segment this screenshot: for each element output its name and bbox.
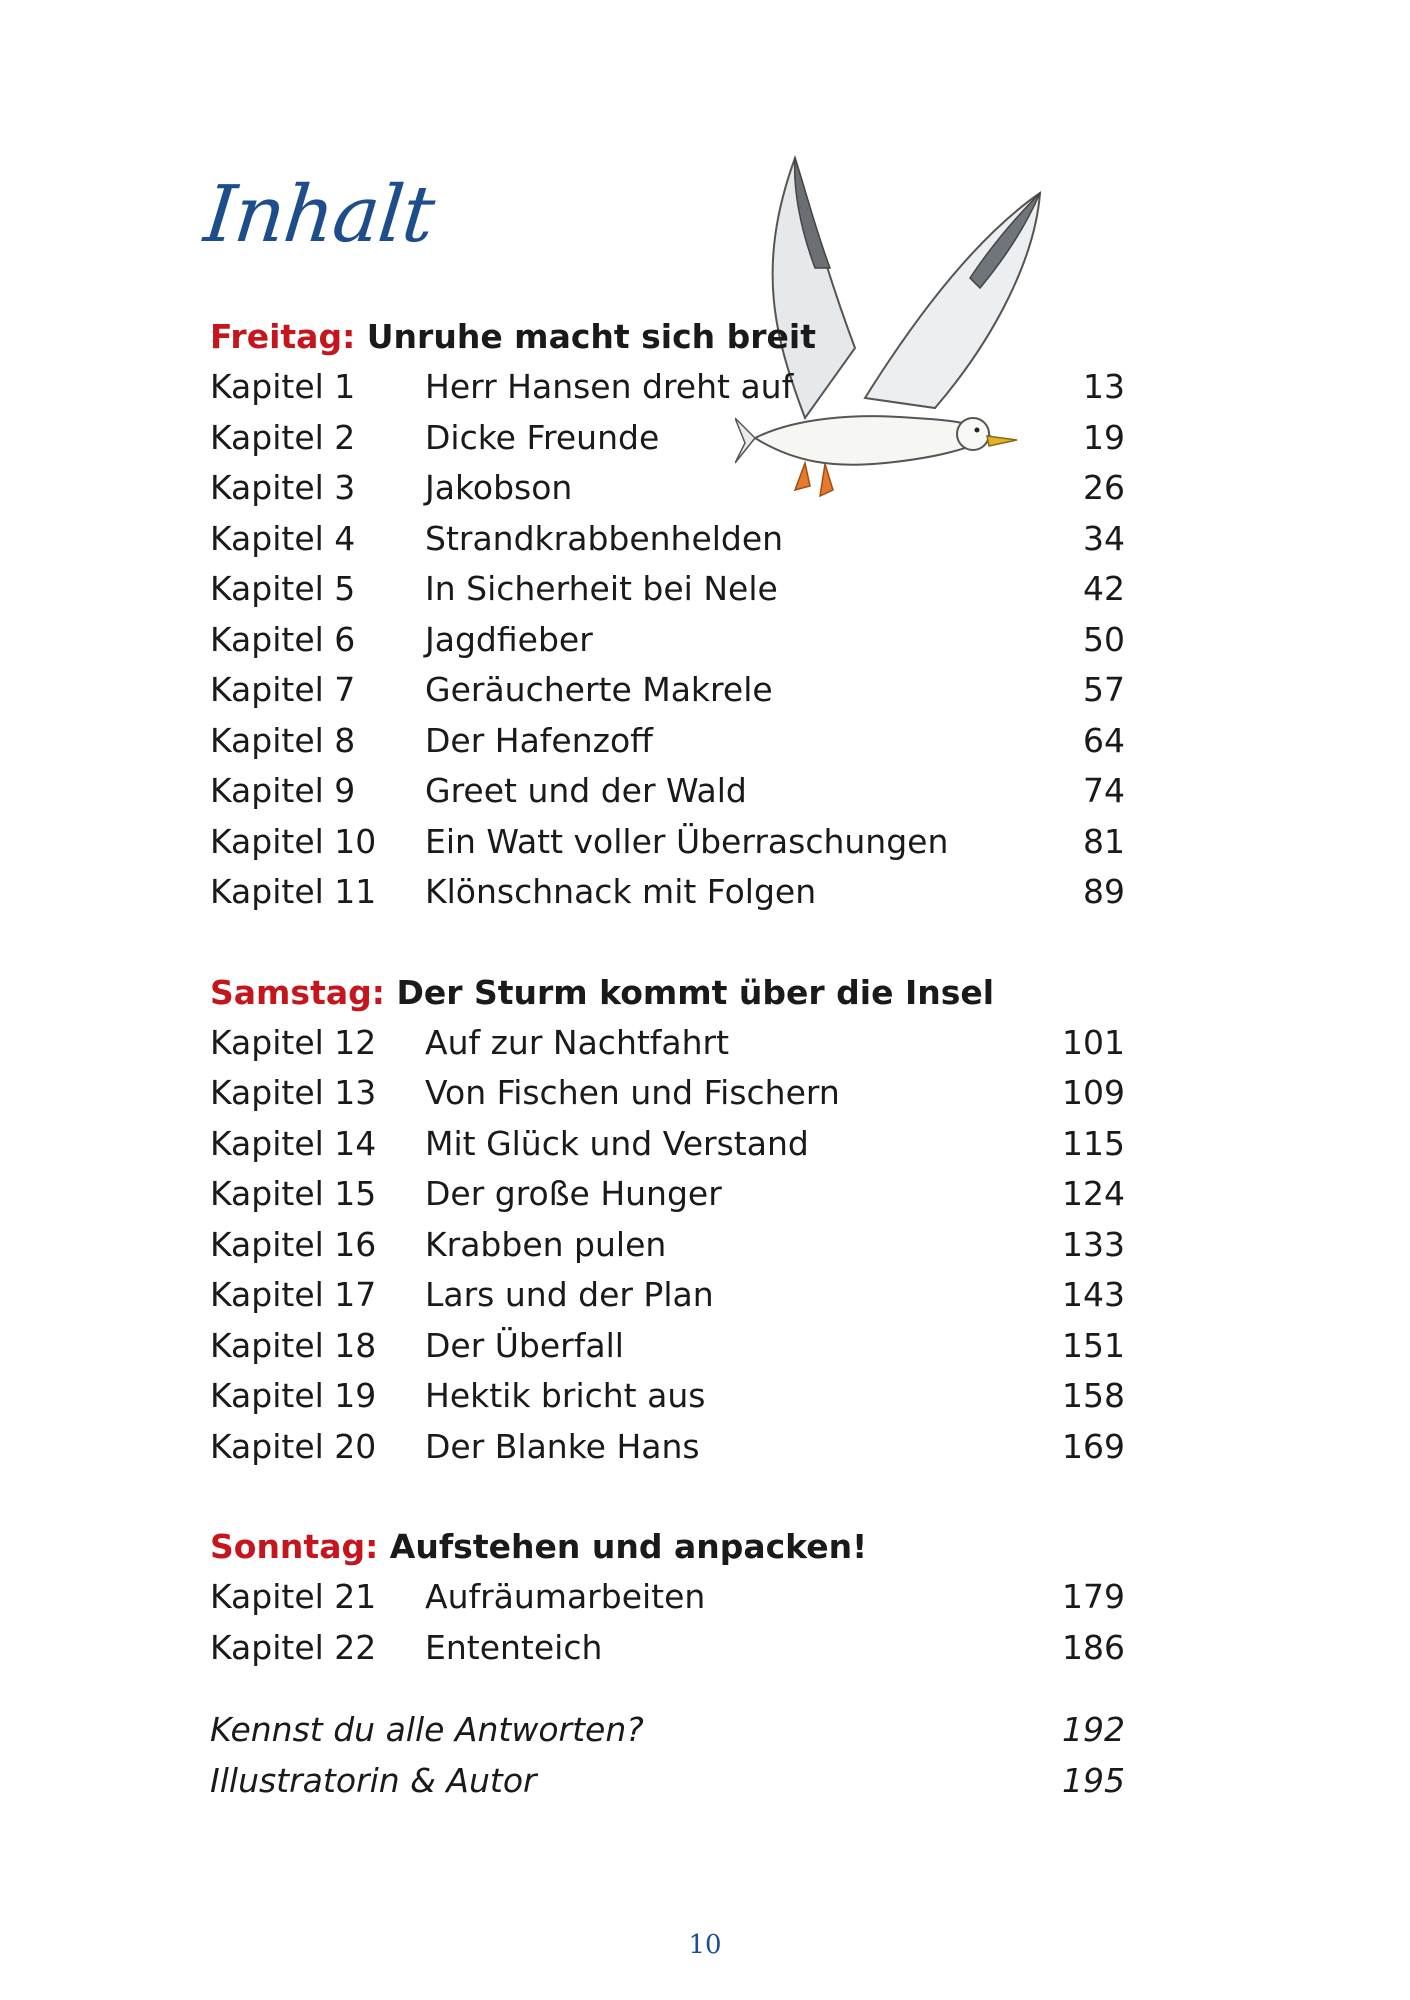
chapter-row bbox=[210, 665, 1125, 716]
chapter-page: 143 bbox=[1062, 1275, 1125, 1314]
chapter-page: 74 bbox=[1083, 771, 1125, 810]
chapter-row bbox=[210, 766, 1125, 817]
section-title: Der Sturm kommt über die Insel bbox=[396, 972, 995, 1012]
chapter-label: Kapitel 10 bbox=[210, 821, 377, 861]
chapter-row bbox=[210, 716, 1125, 767]
appendix-row bbox=[210, 1705, 1125, 1756]
chapter-page: 109 bbox=[1062, 1073, 1125, 1112]
appendix-name: Illustratorin & Autor bbox=[210, 1760, 537, 1800]
chapter-label: Kapitel 14 bbox=[210, 1123, 377, 1163]
chapter-row bbox=[210, 1321, 1125, 1372]
chapter-page: 124 bbox=[1062, 1174, 1125, 1213]
chapter-title: Der Hafenzoff bbox=[425, 720, 653, 760]
chapter-label: Kapitel 19 bbox=[210, 1376, 377, 1415]
chapter-page: 64 bbox=[1083, 720, 1125, 760]
section-day: Sonntag: bbox=[210, 1527, 379, 1566]
chapter-row bbox=[210, 463, 1125, 514]
chapter-title: In Sicherheit bei Nele bbox=[425, 569, 778, 608]
chapter-label: Kapitel 8 bbox=[210, 720, 356, 760]
section-heading bbox=[210, 968, 1125, 1018]
table-of-contents bbox=[210, 312, 1125, 1806]
chapter-page: 101 bbox=[1062, 1022, 1125, 1062]
chapter-page: 151 bbox=[1062, 1325, 1125, 1365]
chapter-page: 19 bbox=[1083, 417, 1125, 457]
chapter-title: Ententeich bbox=[425, 1627, 603, 1667]
section-heading bbox=[210, 1522, 1125, 1572]
chapter-row bbox=[210, 413, 1125, 464]
chapter-title: Ein Watt voller Überraschungen bbox=[425, 821, 949, 861]
chapter-title: Der Überfall bbox=[425, 1325, 624, 1365]
chapter-row bbox=[210, 615, 1125, 666]
chapter-page: 50 bbox=[1083, 619, 1125, 659]
chapter-label: Kapitel 15 bbox=[210, 1174, 377, 1213]
chapter-title: Greet und der Wald bbox=[425, 771, 747, 810]
chapter-label: Kapitel 13 bbox=[210, 1073, 377, 1112]
chapter-page: 89 bbox=[1083, 872, 1125, 911]
appendix-row bbox=[210, 1756, 1125, 1807]
chapter-label: Kapitel 16 bbox=[210, 1224, 377, 1264]
chapter-label: Kapitel 1 bbox=[210, 367, 356, 406]
chapter-label: Kapitel 9 bbox=[210, 771, 356, 810]
chapter-page: 169 bbox=[1062, 1426, 1125, 1466]
chapter-page: 158 bbox=[1062, 1376, 1125, 1415]
chapter-row bbox=[210, 1018, 1125, 1069]
chapter-title: Lars und der Plan bbox=[425, 1275, 714, 1314]
chapter-page: 57 bbox=[1083, 670, 1125, 709]
chapter-label: Kapitel 20 bbox=[210, 1426, 377, 1466]
section-freitag bbox=[210, 312, 1125, 918]
chapter-label: Kapitel 17 bbox=[210, 1275, 377, 1314]
section-title: Unruhe macht sich breit bbox=[366, 317, 817, 356]
chapter-row bbox=[210, 1068, 1125, 1119]
chapter-row bbox=[210, 867, 1125, 918]
chapter-label: Kapitel 18 bbox=[210, 1325, 377, 1365]
chapter-title: Mit Glück und Verstand bbox=[425, 1123, 809, 1163]
chapter-label: Kapitel 12 bbox=[210, 1022, 377, 1062]
chapter-title: Jakobson bbox=[425, 468, 573, 507]
chapter-label: Kapitel 3 bbox=[210, 468, 356, 507]
chapter-title: Von Fischen und Fischern bbox=[425, 1073, 840, 1112]
chapter-page: 13 bbox=[1083, 367, 1125, 406]
chapter-row bbox=[210, 1169, 1125, 1220]
chapter-title: Jagdfieber bbox=[425, 619, 593, 659]
chapter-row bbox=[210, 1270, 1125, 1321]
chapter-title: Auf zur Nachtfahrt bbox=[425, 1022, 730, 1062]
section-day: Samstag: bbox=[210, 972, 385, 1012]
chapter-label: Kapitel 21 bbox=[210, 1577, 377, 1616]
chapter-label: Kapitel 11 bbox=[210, 872, 377, 911]
chapter-row bbox=[210, 1119, 1125, 1170]
chapter-row bbox=[210, 514, 1125, 565]
chapter-label: Kapitel 22 bbox=[210, 1627, 377, 1667]
chapter-page: 186 bbox=[1062, 1627, 1125, 1667]
chapter-page: 133 bbox=[1062, 1224, 1125, 1264]
chapter-row bbox=[210, 817, 1125, 868]
section-sonntag bbox=[210, 1522, 1125, 1673]
chapter-page: 34 bbox=[1083, 518, 1125, 558]
chapter-label: Kapitel 5 bbox=[210, 569, 356, 608]
chapter-row bbox=[210, 1220, 1125, 1271]
chapter-row bbox=[210, 362, 1125, 413]
chapter-row bbox=[210, 1422, 1125, 1473]
page-title: Inhalt bbox=[200, 170, 438, 260]
chapter-page: 26 bbox=[1083, 468, 1125, 507]
chapter-title: Krabben pulen bbox=[425, 1224, 667, 1264]
chapter-title: Der Blanke Hans bbox=[425, 1426, 700, 1466]
appendix-page: 192 bbox=[1062, 1710, 1125, 1749]
chapter-page: 81 bbox=[1083, 821, 1125, 861]
chapter-page: 115 bbox=[1062, 1123, 1125, 1163]
appendix-name: Kennst du alle Antworten? bbox=[210, 1710, 644, 1749]
chapter-row bbox=[210, 1623, 1125, 1674]
chapter-title: Klönschnack mit Folgen bbox=[425, 872, 817, 911]
chapter-page: 42 bbox=[1083, 569, 1125, 608]
chapter-label: Kapitel 6 bbox=[210, 619, 356, 659]
chapter-title: Hektik bricht aus bbox=[425, 1376, 706, 1415]
section-samstag bbox=[210, 968, 1125, 1473]
section-day: Freitag: bbox=[210, 317, 356, 356]
chapter-title: Dicke Freunde bbox=[425, 417, 660, 457]
chapter-title: Strandkrabbenhelden bbox=[425, 518, 784, 558]
chapter-title: Aufräumarbeiten bbox=[425, 1577, 706, 1616]
chapter-title: Herr Hansen dreht auf bbox=[425, 367, 794, 406]
chapter-title: Geräucherte Makrele bbox=[425, 670, 773, 709]
chapter-row bbox=[210, 1572, 1125, 1623]
chapter-label: Kapitel 4 bbox=[210, 518, 356, 558]
chapter-label: Kapitel 7 bbox=[210, 670, 356, 709]
chapter-row bbox=[210, 564, 1125, 615]
chapter-title: Der große Hunger bbox=[425, 1174, 722, 1213]
section-heading bbox=[210, 312, 1125, 362]
chapter-row bbox=[210, 1371, 1125, 1422]
section-title: Aufstehen und anpacken! bbox=[389, 1527, 868, 1566]
appendix-page: 195 bbox=[1062, 1760, 1125, 1800]
chapter-page: 179 bbox=[1062, 1577, 1125, 1616]
appendix-list bbox=[210, 1705, 1125, 1806]
chapter-label: Kapitel 2 bbox=[210, 417, 356, 457]
page-number: 10 bbox=[688, 1930, 722, 1960]
